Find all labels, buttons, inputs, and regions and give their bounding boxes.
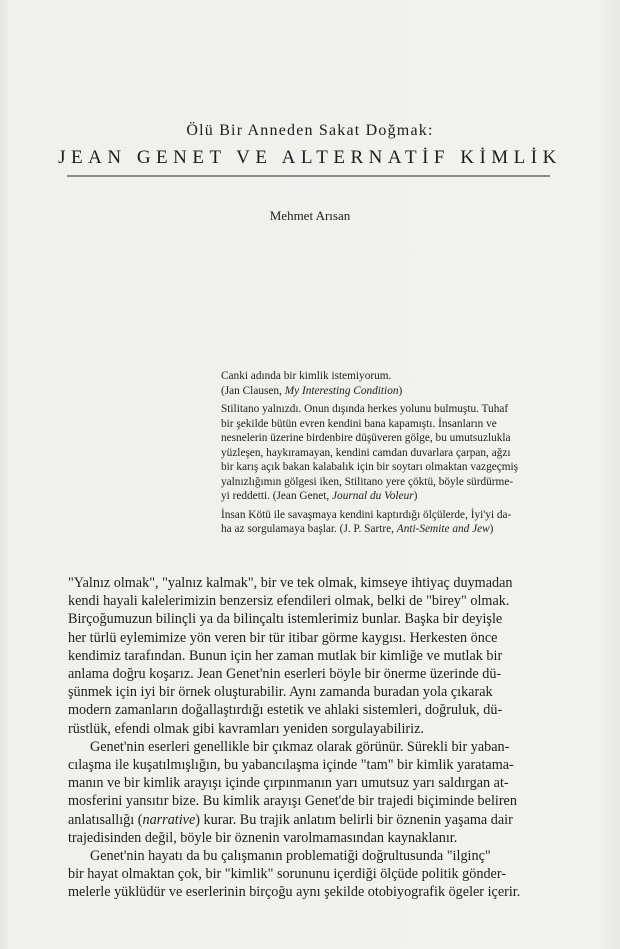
epigraph-line: bir şekilde bütün evren kendini bana kapamıştı. İnsanların ve bbox=[221, 417, 497, 430]
epigraph bbox=[221, 402, 556, 504]
body-line: cılaşma ile kuşatılmışlığın, bu yabancılaşma içinde "tam" bir kimlik yaratama- bbox=[68, 757, 514, 774]
epigraph-line: yi reddetti. (Jean Genet, Journal du Voleur) bbox=[221, 490, 418, 502]
body-text bbox=[68, 574, 558, 902]
body-line: Genet'nin eserleri genellikle bir çıkmaz olarak görünür. Sürekli bir yaban- bbox=[90, 738, 510, 755]
body-line: kendi hayali kalelerimizin benzersiz efendileri olmak, belki de "birey" olmak. bbox=[68, 593, 510, 610]
body-line: melerle yüklüdür ve eserlerinin birçoğu aynı şekilde otobiyografik ögeler içerir. bbox=[68, 884, 521, 901]
body-line: şünmek için iyi bir örnek oluşturabilir. Aynı zamanda buradan yola çıkarak bbox=[68, 684, 493, 701]
epigraph bbox=[221, 369, 556, 398]
body-line: Birçoğumuzun bilinçli ya da bilinçaltı istemlerimiz bunlar. Başka bir deyişle bbox=[68, 611, 503, 628]
epigraphs bbox=[221, 369, 556, 541]
body-line: her türlü eylemimize yön veren bir tür itibar görme kaygısı. Herkesten önce bbox=[68, 629, 498, 646]
epigraph-line: yalnızlığımın gölgesi iken, Stilitano yere çöktü, böyle sürdürme- bbox=[221, 475, 514, 488]
body-line: anlatısallığı (narrative) kurar. Bu trajik anlatım belirli bir öznenin yaşama dair bbox=[68, 811, 513, 828]
epigraph-line: yüzleşen, haykıramayan, kendini camdan duvarlara çarpan, ağzı bbox=[221, 446, 511, 459]
body-line: anlama doğru koşarız. Jean Genet'nin eserleri böyle bir önerme üzerinde dü- bbox=[68, 666, 502, 683]
body-line: Genet'nin hayatı da bu çalışmanın problematiği doğrultusunda "ilginç" bbox=[90, 848, 491, 865]
epigraph-line: bir karış açık bakan kalabalık için bir soytarı olmaktan vazgeçmiş bbox=[221, 461, 519, 473]
body-line: "Yalnız olmak", "yalnız kalmak", bir ve tek olmak, kimseye ihtiyaç duymadan bbox=[68, 575, 513, 591]
epigraph-line: Stilitano yalnızdı. Onun dışında herkes yolunu bulmuştu. Tuhaf bbox=[221, 403, 509, 415]
body-line: manın ve bir kimlik arayışı içinde çırpınmanın yarı umutsuz yarı saldırgan at- bbox=[68, 775, 509, 792]
article-supertitle: Ölü Bir Anneden Sakat Doğmak: bbox=[186, 122, 434, 139]
article-title: JEAN GENET VE ALTERNATİF KİMLİK bbox=[58, 147, 562, 168]
title-rule bbox=[67, 175, 550, 177]
epigraph-line: Canki adında bir kimlik istemiyorum. bbox=[221, 370, 392, 382]
epigraph-line: (Jan Clausen, My Interesting Condition) bbox=[221, 384, 403, 397]
body-line: modern zamanların doğallaştırdığı estetik ve ahlaki sistemleri, doğruluk, dü- bbox=[68, 702, 503, 719]
epigraph-line: nesnelerin üzerine birdenbire düşüveren gölge, bu umutsuzlukla bbox=[221, 432, 511, 444]
body-line: rüstlük, efendi olmak gibi kavramları yeniden sorgulayabiliriz. bbox=[68, 720, 424, 737]
body-line: mosferini yansıtır bize. Bu kimlik arayışı Genet'de bir trajedi biçiminde beliren bbox=[68, 793, 517, 810]
article-author: Mehmet Arısan bbox=[269, 208, 351, 223]
epigraph-line: ha az sorgulamaya başlar. (J. P. Sartre, Anti-Semite and Jew) bbox=[221, 523, 494, 535]
epigraph bbox=[221, 508, 556, 537]
body-line: kendimiz tarafından. Bunun için her zaman mutlak bir kimliğe ve mutlak bir bbox=[68, 647, 503, 664]
epigraph-line: İnsan Kötü ile savaşmaya kendini kaptırdığı ölçülerde, İyi'yi da- bbox=[221, 508, 512, 521]
body-line: trajedisinden değil, böyle bir öznenin varolmamasından kaynaklanır. bbox=[68, 829, 458, 846]
body-line: bir hayat olmaktan çok, bir "kimlik" sorununu içerdiği ölçüde politik gönder- bbox=[68, 866, 507, 883]
